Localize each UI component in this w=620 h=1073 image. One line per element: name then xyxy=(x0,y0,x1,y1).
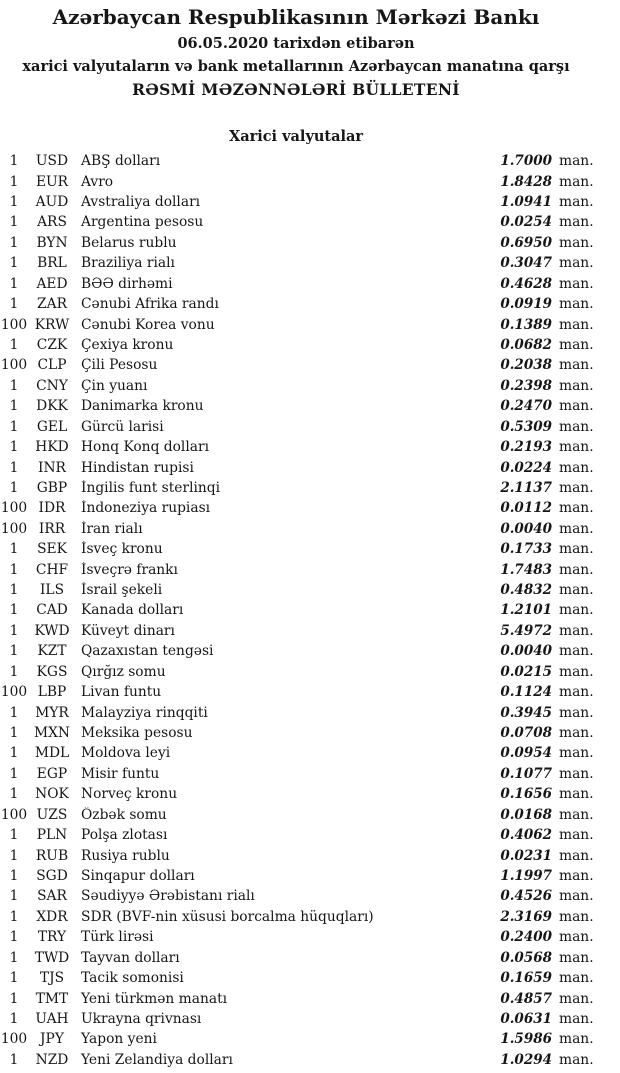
rate-value-cell: 0.2398 xyxy=(500,377,552,394)
unit-label-cell: man. xyxy=(559,827,594,844)
unit-label-cell: man. xyxy=(559,255,594,272)
unit-label-cell: man. xyxy=(559,153,594,170)
table-row xyxy=(0,519,620,539)
currency-code-cell: XDR xyxy=(36,908,68,925)
table-row xyxy=(0,641,620,661)
unit-label-cell: man. xyxy=(559,990,594,1007)
currency-code-cell: CAD xyxy=(36,602,68,619)
currency-code-cell: AUD xyxy=(35,194,69,211)
table-row xyxy=(0,805,620,825)
currency-code-cell: ARS xyxy=(37,214,67,231)
table-row xyxy=(0,457,620,477)
rate-value-cell: 0.4062 xyxy=(500,827,552,844)
rate-value-cell: 0.0168 xyxy=(500,806,552,823)
unit-label-cell: man. xyxy=(559,439,594,456)
table-row xyxy=(0,233,620,253)
currency-name-cell: BƏƏ dirhəmi xyxy=(81,275,173,292)
unit-label-cell: man. xyxy=(559,377,594,394)
unit-label-cell: man. xyxy=(559,541,594,558)
unit-label-cell: man. xyxy=(559,867,594,884)
rate-value-cell: 1.7483 xyxy=(500,561,552,578)
rate-value-cell: 0.2470 xyxy=(500,398,552,415)
quantity-cell: 1 xyxy=(9,643,19,660)
currency-name-cell: İsveçrə frankı xyxy=(81,561,178,578)
rate-value-cell: 0.1656 xyxy=(500,786,552,803)
currency-code-cell: GBP xyxy=(36,479,68,496)
rate-value-cell: 1.0294 xyxy=(500,1051,552,1068)
rate-value-cell: 0.0568 xyxy=(500,949,552,966)
currency-code-cell: NOK xyxy=(35,786,69,803)
rate-value-cell: 0.1389 xyxy=(500,316,552,333)
rate-value-cell: 0.0215 xyxy=(500,663,552,680)
quantity-cell: 1 xyxy=(9,541,19,558)
rate-value-cell: 2.1137 xyxy=(500,479,552,496)
currency-name-cell: Ukrayna qrivnası xyxy=(81,1010,202,1027)
currency-code-cell: EUR xyxy=(35,173,69,190)
table-row xyxy=(0,192,620,212)
rate-value-cell: 0.0682 xyxy=(500,337,552,353)
currency-name-cell: Meksika pesosu xyxy=(81,725,193,742)
rate-value-cell: 0.2038 xyxy=(500,357,552,374)
unit-label-cell: man. xyxy=(559,459,594,476)
currency-code-cell: DKK xyxy=(36,398,68,415)
table-row xyxy=(0,274,620,294)
quantity-cell: 1 xyxy=(9,337,19,353)
currency-name-cell: Gürcü larisi xyxy=(81,418,164,435)
unit-label-cell: man. xyxy=(559,173,594,190)
table-row xyxy=(0,580,620,600)
unit-label-cell: man. xyxy=(559,214,594,231)
currency-name-cell: Misir funtu xyxy=(81,765,160,782)
currency-code-cell: NZD xyxy=(35,1051,69,1068)
bulletin-title: RƏSMİ MƏZƏNNƏLƏRİ BÜLLETENİ xyxy=(132,80,460,99)
quantity-cell: 1 xyxy=(9,949,19,966)
currency-code-cell: BRL xyxy=(37,255,67,272)
section-title-foreign-currencies: Xarici valyutalar xyxy=(228,128,364,145)
rate-value-cell: 0.4526 xyxy=(500,888,552,905)
currency-code-cell: CZK xyxy=(36,337,68,353)
unit-label-cell: man. xyxy=(559,520,594,537)
unit-label-cell: man. xyxy=(559,929,594,946)
rate-value-cell: 0.4628 xyxy=(500,275,552,292)
table-row xyxy=(0,416,620,436)
unit-label-cell: man. xyxy=(559,684,594,701)
rate-value-cell: 0.1124 xyxy=(500,684,552,701)
unit-label-cell: man. xyxy=(559,908,594,925)
currency-code-cell: TWD xyxy=(34,949,70,966)
unit-label-cell: man. xyxy=(559,622,594,639)
quantity-cell: 1 xyxy=(9,398,19,415)
currency-name-cell: Livan funtu xyxy=(81,684,162,701)
currency-name-cell: Kanada dolları xyxy=(81,602,184,619)
rate-value-cell: 0.0954 xyxy=(500,745,552,762)
currency-name-cell: Çexiya kronu xyxy=(81,337,174,353)
table-row xyxy=(0,845,620,865)
quantity-cell: 1 xyxy=(9,990,19,1007)
currency-code-cell: HKD xyxy=(35,439,69,456)
quantity-cell: 100 xyxy=(0,1031,28,1048)
table-row xyxy=(0,559,620,579)
currency-name-cell: Polşa zlotası xyxy=(81,827,168,844)
quantity-cell: 1 xyxy=(9,663,19,680)
currency-name-cell: Honq Konq dolları xyxy=(81,439,209,456)
currency-code-cell: SGD xyxy=(36,867,68,884)
currency-code-cell: IDR xyxy=(38,500,66,517)
currency-name-cell: İran rialı xyxy=(81,520,143,537)
unit-label-cell: man. xyxy=(559,643,594,660)
currency-code-cell: TJS xyxy=(39,970,65,987)
currency-name-cell: Çili Pesosu xyxy=(81,357,158,374)
quantity-cell: 1 xyxy=(9,704,19,721)
quantity-cell: 1 xyxy=(9,827,19,844)
currency-code-cell: LBP xyxy=(37,684,67,701)
currency-name-cell: Belarus rublu xyxy=(81,234,177,251)
unit-label-cell: man. xyxy=(559,194,594,211)
currency-name-cell: Yeni Zelandiya dolları xyxy=(81,1051,233,1068)
quantity-cell: 1 xyxy=(9,765,19,782)
rate-value-cell: 1.0941 xyxy=(500,194,552,211)
rate-value-cell: 0.1659 xyxy=(500,970,552,987)
table-row xyxy=(0,294,620,314)
currency-name-cell: Cənubi Afrika randı xyxy=(81,296,219,313)
currency-name-cell: Tayvan dolları xyxy=(81,949,180,966)
currency-name-cell: Hindistan rupisi xyxy=(81,459,194,476)
table-row xyxy=(0,539,620,559)
unit-label-cell: man. xyxy=(559,888,594,905)
bank-name-title: Azərbaycan Respublikasının Mərkəzi Bankı xyxy=(52,5,540,29)
rate-value-cell: 0.3945 xyxy=(500,704,552,721)
currency-code-cell: KGS xyxy=(36,663,68,680)
rate-value-cell: 0.4832 xyxy=(500,582,552,599)
currency-name-cell: Cənubi Korea vonu xyxy=(81,316,215,333)
unit-label-cell: man. xyxy=(559,479,594,496)
unit-label-cell: man. xyxy=(559,357,594,374)
currency-name-cell: Səudiyyə Ərəbistanı rialı xyxy=(81,888,255,905)
unit-label-cell: man. xyxy=(559,765,594,782)
rate-value-cell: 1.7000 xyxy=(500,153,552,170)
table-row xyxy=(0,662,620,682)
rate-value-cell: 5.4972 xyxy=(500,622,552,639)
currency-name-cell: Braziliya rialı xyxy=(81,255,175,272)
currency-name-cell: Argentina pesosu xyxy=(81,214,204,231)
table-row xyxy=(0,927,620,947)
currency-name-cell: İngilis funt sterlinqi xyxy=(81,479,221,496)
currency-code-cell: CHF xyxy=(35,561,69,578)
table-row xyxy=(0,437,620,457)
quantity-cell: 100 xyxy=(0,806,28,823)
table-row xyxy=(0,253,620,273)
table-row xyxy=(0,988,620,1008)
quantity-cell: 1 xyxy=(9,970,19,987)
unit-label-cell: man. xyxy=(559,561,594,578)
quantity-cell: 1 xyxy=(9,194,19,211)
table-row xyxy=(0,498,620,518)
quantity-cell: 100 xyxy=(0,316,28,333)
currency-code-cell: INR xyxy=(38,459,66,476)
currency-code-cell: EGP xyxy=(36,765,68,782)
table-row xyxy=(0,600,620,620)
rate-value-cell: 2.3169 xyxy=(500,908,552,925)
currency-code-cell: KWD xyxy=(34,622,70,639)
currency-code-cell: GEL xyxy=(36,418,68,435)
unit-label-cell: man. xyxy=(559,337,594,353)
table-row xyxy=(0,314,620,334)
quantity-cell: 1 xyxy=(9,908,19,925)
table-row xyxy=(0,784,620,804)
quantity-cell: 1 xyxy=(9,439,19,456)
quantity-cell: 1 xyxy=(9,745,19,762)
currency-name-cell: Türk lirəsi xyxy=(81,929,154,946)
rate-value-cell: 0.2193 xyxy=(500,439,552,456)
currency-name-cell: Tacik somonisi xyxy=(81,970,184,987)
table-row xyxy=(0,335,620,355)
rate-value-cell: 0.0112 xyxy=(500,500,552,517)
currency-code-cell: MXN xyxy=(33,725,71,742)
quantity-cell: 1 xyxy=(9,867,19,884)
rate-value-cell: 0.2400 xyxy=(500,929,552,946)
currency-code-cell: BYN xyxy=(36,234,68,251)
currency-code-cell: MYR xyxy=(35,704,69,721)
quantity-cell: 1 xyxy=(9,1010,19,1027)
rate-value-cell: 0.0919 xyxy=(500,296,552,313)
unit-label-cell: man. xyxy=(559,296,594,313)
quantity-cell: 100 xyxy=(0,357,28,374)
currency-name-cell: Çin yuanı xyxy=(81,377,148,394)
currency-code-cell: PLN xyxy=(36,827,68,844)
quantity-cell: 1 xyxy=(9,602,19,619)
currency-code-cell: USD xyxy=(35,153,69,170)
unit-label-cell: man. xyxy=(559,786,594,803)
rate-value-cell: 0.0708 xyxy=(500,725,552,742)
currency-name-cell: Moldova leyi xyxy=(81,745,171,762)
unit-label-cell: man. xyxy=(559,582,594,599)
rate-value-cell: 1.1997 xyxy=(500,867,552,884)
quantity-cell: 1 xyxy=(9,377,19,394)
table-row xyxy=(0,478,620,498)
currency-code-cell: TRY xyxy=(37,929,67,946)
quantity-cell: 1 xyxy=(9,561,19,578)
currency-code-cell: SAR xyxy=(37,888,67,905)
currency-code-cell: AED xyxy=(36,275,68,292)
quantity-cell: 100 xyxy=(0,684,28,701)
rate-value-cell: 0.6950 xyxy=(500,234,552,251)
quantity-cell: 1 xyxy=(9,1051,19,1068)
table-row xyxy=(0,212,620,232)
rate-value-cell: 0.0040 xyxy=(500,643,552,660)
table-row xyxy=(0,702,620,722)
quantity-cell: 1 xyxy=(9,173,19,190)
table-row xyxy=(0,825,620,845)
table-row xyxy=(0,151,620,171)
rate-value-cell: 0.0254 xyxy=(500,214,552,231)
unit-label-cell: man. xyxy=(559,316,594,333)
table-row xyxy=(0,968,620,988)
quantity-cell: 1 xyxy=(9,275,19,292)
currency-code-cell: CLP xyxy=(37,357,67,374)
currency-name-cell: İsveç kronu xyxy=(81,541,163,558)
unit-label-cell: man. xyxy=(559,745,594,762)
currency-code-cell: TMT xyxy=(35,990,69,1007)
currency-name-cell: Rusiya rublu xyxy=(81,847,170,864)
currency-code-cell: UZS xyxy=(36,806,68,823)
unit-label-cell: man. xyxy=(559,663,594,680)
currency-code-cell: ZAR xyxy=(37,296,67,313)
currency-name-cell: İndoneziya rupiası xyxy=(81,500,211,517)
currency-name-cell: Norveç kronu xyxy=(81,786,178,803)
quantity-cell: 1 xyxy=(9,459,19,476)
quantity-cell: 1 xyxy=(9,153,19,170)
rate-value-cell: 1.2101 xyxy=(500,602,552,619)
unit-label-cell: man. xyxy=(559,806,594,823)
rate-value-cell: 0.0040 xyxy=(500,520,552,537)
currency-code-cell: CNY xyxy=(36,377,68,394)
unit-label-cell: man. xyxy=(559,500,594,517)
table-row xyxy=(0,1029,620,1049)
currency-name-cell: Sinqapur dolları xyxy=(81,867,195,884)
currency-rates-table xyxy=(0,151,620,1070)
unit-label-cell: man. xyxy=(559,1051,594,1068)
table-row xyxy=(0,886,620,906)
quantity-cell: 1 xyxy=(9,234,19,251)
unit-label-cell: man. xyxy=(559,1010,594,1027)
currency-name-cell: SDR (BVF-nin xüsusi borcalma hüquqları) xyxy=(81,908,374,925)
currency-name-cell: Avro xyxy=(81,173,114,190)
currency-name-cell: Yeni türkmən manatı xyxy=(81,990,228,1007)
unit-label-cell: man. xyxy=(559,275,594,292)
currency-name-cell: Yapon yeni xyxy=(81,1031,157,1048)
currency-code-cell: ILS xyxy=(39,582,65,599)
unit-label-cell: man. xyxy=(559,602,594,619)
rate-value-cell: 0.3047 xyxy=(500,255,552,272)
table-row xyxy=(0,355,620,375)
currency-code-cell: KRW xyxy=(34,316,70,333)
currency-name-cell: ABŞ dolları xyxy=(81,153,161,170)
rate-value-cell: 0.1733 xyxy=(500,541,552,558)
currency-name-cell: Qırğız somu xyxy=(81,663,166,680)
currency-code-cell: UAH xyxy=(35,1010,69,1027)
currency-name-cell: Qazaxıstan tengəsi xyxy=(81,643,214,660)
unit-label-cell: man. xyxy=(559,418,594,435)
quantity-cell: 1 xyxy=(9,418,19,435)
rate-value-cell: 0.0224 xyxy=(500,459,552,476)
unit-label-cell: man. xyxy=(559,704,594,721)
quantity-cell: 100 xyxy=(0,500,28,517)
table-row xyxy=(0,396,620,416)
currency-code-cell: MDL xyxy=(34,745,70,762)
unit-label-cell: man. xyxy=(559,847,594,864)
quantity-cell: 1 xyxy=(9,255,19,272)
quantity-cell: 1 xyxy=(9,929,19,946)
table-row xyxy=(0,171,620,191)
rate-value-cell: 0.5309 xyxy=(500,418,552,435)
currency-code-cell: IRR xyxy=(38,520,66,537)
table-row xyxy=(0,764,620,784)
unit-label-cell: man. xyxy=(559,949,594,966)
quantity-cell: 1 xyxy=(9,479,19,496)
quantity-cell: 1 xyxy=(9,847,19,864)
quantity-cell: 1 xyxy=(9,296,19,313)
table-row xyxy=(0,621,620,641)
table-row xyxy=(0,947,620,967)
table-row xyxy=(0,743,620,763)
unit-label-cell: man. xyxy=(559,234,594,251)
unit-label-cell: man. xyxy=(559,398,594,415)
quantity-cell: 1 xyxy=(9,725,19,742)
table-row xyxy=(0,866,620,886)
rate-value-cell: 0.0631 xyxy=(500,1010,552,1027)
currency-name-cell: Malayziya rinqqiti xyxy=(81,704,208,721)
table-row xyxy=(0,376,620,396)
effective-date-line: 06.05.2020 tarixdən etibarən xyxy=(177,35,415,52)
currency-name-cell: İsrail şekeli xyxy=(81,582,163,599)
quantity-cell: 1 xyxy=(9,622,19,639)
currency-code-cell: JPY xyxy=(40,1031,64,1048)
currency-code-cell: RUB xyxy=(35,847,69,864)
rate-value-cell: 0.0231 xyxy=(500,847,552,864)
table-row xyxy=(0,907,620,927)
currency-code-cell: KZT xyxy=(37,643,67,660)
rate-value-cell: 0.4857 xyxy=(500,990,552,1007)
quantity-cell: 1 xyxy=(9,214,19,231)
currency-name-cell: Küveyt dinarı xyxy=(81,622,175,639)
table-row xyxy=(0,682,620,702)
quantity-cell: 1 xyxy=(9,888,19,905)
currency-code-cell: SEK xyxy=(37,541,67,558)
table-row xyxy=(0,1050,620,1070)
unit-label-cell: man. xyxy=(559,725,594,742)
bulletin-subtitle: xarici valyutaların və bank metallarının Azərbaycan manatına qarşı xyxy=(22,58,570,75)
quantity-cell: 100 xyxy=(0,520,28,537)
table-row xyxy=(0,1009,620,1029)
unit-label-cell: man. xyxy=(559,970,594,987)
unit-label-cell: man. xyxy=(559,1031,594,1048)
rate-value-cell: 0.1077 xyxy=(500,765,552,782)
table-row xyxy=(0,723,620,743)
currency-name-cell: Avstraliya dolları xyxy=(81,194,201,211)
rate-value-cell: 1.8428 xyxy=(500,173,552,190)
quantity-cell: 1 xyxy=(9,786,19,803)
quantity-cell: 1 xyxy=(9,582,19,599)
rate-value-cell: 1.5986 xyxy=(500,1031,552,1048)
currency-name-cell: Özbək somu xyxy=(81,806,167,823)
currency-name-cell: Danimarka kronu xyxy=(81,398,204,415)
